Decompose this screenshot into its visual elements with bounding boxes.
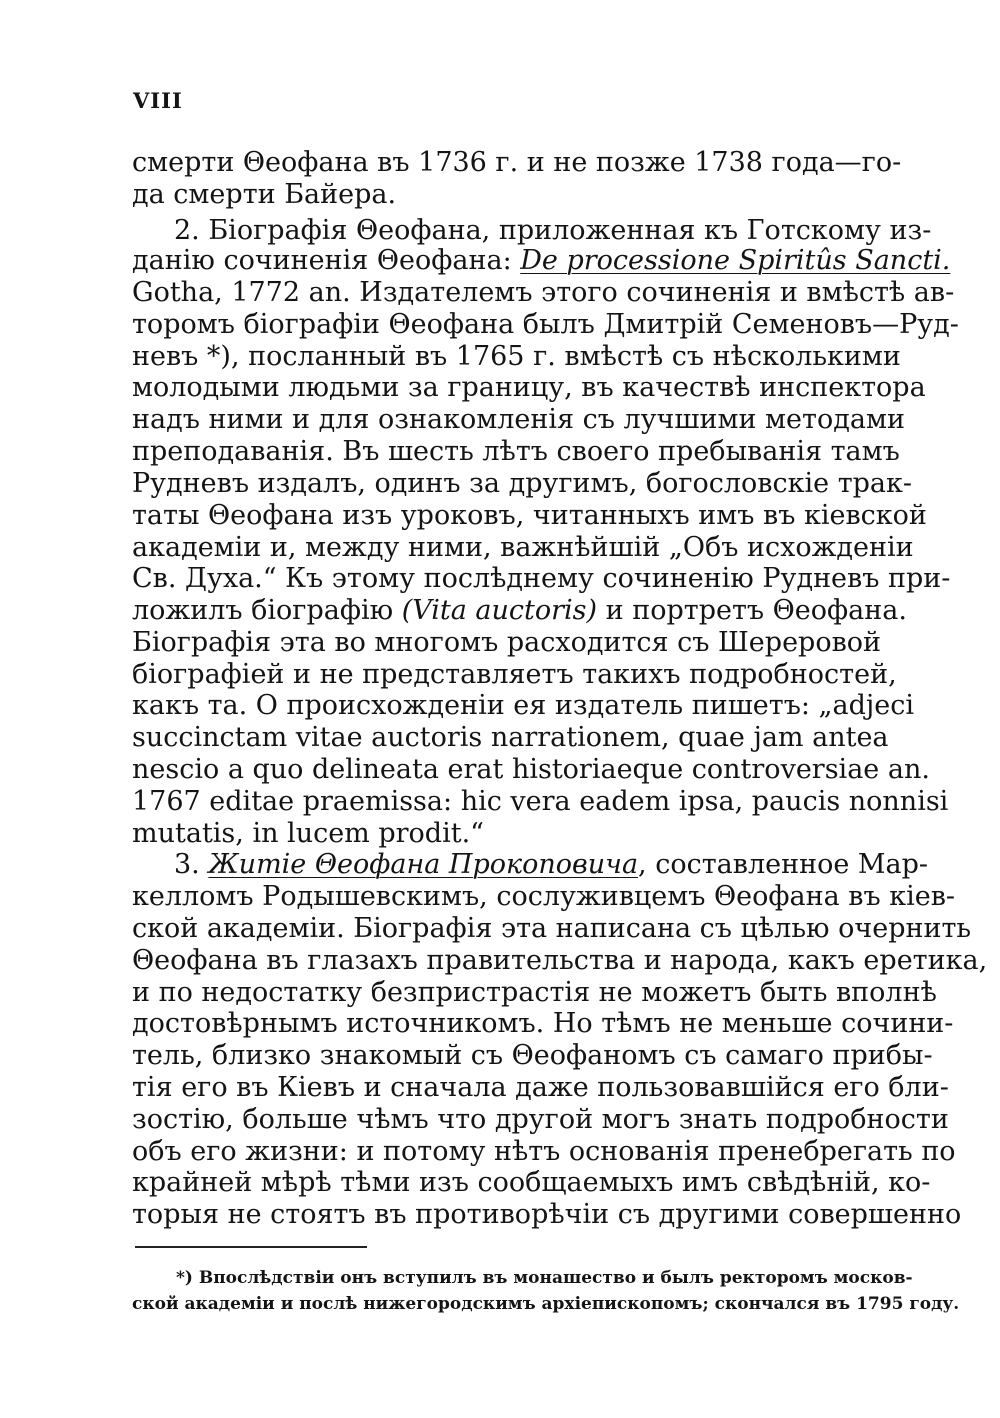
text-line: Gotha, 1772 an. Издателемъ этого сочиненія и вмѣстѣ ав- [132,277,955,308]
text-line: преподаванія. Въ шесть лѣтъ своего пребыванія тамъ [132,436,900,467]
text-line: 2. Біографія Θеофана, приложенная къ Готскому из- [174,215,932,246]
text-line: достовѣрнымъ источникомъ. Но тѣмъ не меньше сочини- [132,1008,954,1039]
page-number: VIII [133,88,183,113]
text-line: объ его жизни: и потому нѣтъ основанія пренебрегать по [132,1136,956,1167]
text-line: mutatis, in lucem prodit.“ [132,818,484,849]
text-line: тія его въ Кіевъ и сначала даже пользовавшійся его бли- [132,1072,949,1103]
text-span: ложилъ біографію [132,595,402,626]
text-line: смерти Θеофана въ 1736 г. и не позже 1738 года—го- [132,147,902,178]
text-line: какъ та. О происхожденіи ея издатель пишетъ: „adjeci [132,690,915,721]
text-line [132,245,951,277]
text-span: , составленное Мар- [638,849,929,880]
text-line: торомъ біографіи Θеофана былъ Дмитрій Семеновъ—Руд- [132,309,959,340]
footnote-line: *) Впослѣдствіи онъ вступилъ въ монашество и былъ ректоромъ москов- [176,1268,913,1288]
text-line: молодыми людьми за границу, въ качествѣ инспектора [132,372,926,403]
footnote-rule [135,1246,367,1248]
text-line: невъ *), посланный въ 1765 г. вмѣстѣ съ нѣсколькими [132,341,901,372]
text-line: зостію, больше чѣмъ что другой могъ знать подробности [132,1104,949,1135]
text-span: 3. [174,849,209,880]
text-line: ской академіи. Біографія эта написана съ цѣлью очернить [132,913,972,944]
text-line: біографіей и не представляетъ такихъ подробностей, [132,659,897,690]
text-line: таты Θеофана изъ уроковъ, читанныхъ имъ въ кіевской [132,500,927,531]
text-line [132,595,907,627]
text-span: данію сочиненія Θеофана: [132,245,521,276]
text-line [174,849,929,881]
text-line: торыя не стоятъ въ противорѣчіи съ другими совершенно [132,1199,962,1230]
text-line: келломъ Родышевскимъ, сослуживцемъ Θеофана въ кіев- [132,881,956,912]
text-line: succinctam vitae auctoris narrationem, quae jam antea [132,722,889,753]
text-line: тель, близко знакомый съ Θеофаномъ съ самаго прибы- [132,1040,933,1071]
text-line: Біографія эта во многомъ расходится съ Шереровой [132,627,882,658]
text-line: 1767 editae praemissa: hic vera eadem ipsa, paucis nonnisi [132,786,949,817]
text-line: и по недостатку безпристрастія не можетъ быть вполнѣ [132,977,937,1008]
latin-title: De processione Spiritûs Sancti. [520,245,951,276]
footnote-line: ской академіи и послѣ нижегородскимъ архіепископомъ; скончался въ 1795 году. [132,1294,960,1314]
text-line: Св. Духа.“ Къ этому послѣднему сочиненію Рудневъ при- [132,563,951,594]
text-line: надъ ними и для ознакомленія съ лучшими методами [132,404,905,435]
vita-auctoris: (Vita auctoris) [401,595,598,626]
text-line: академіи и, между ними, важнѣйшій „Объ исхожденіи [132,532,914,563]
text-line: nescio a quo delineata erat historiaeque controversiae an. [132,754,930,785]
text-line: да смерти Байера. [132,179,397,210]
zhitie-title: Житіе Θеофана Прокоповича [208,849,639,880]
text-line: Θеофана въ глазахъ правительства и народа, какъ еретика, [132,945,988,976]
text-line: крайней мѣрѣ тѣми изъ сообщаемыхъ имъ свѣдѣній, ко- [132,1167,931,1198]
text-line: Рудневъ издалъ, одинъ за другимъ, богословскіе трак- [132,468,913,499]
text-span: и портретъ Θеофана. [597,595,907,626]
